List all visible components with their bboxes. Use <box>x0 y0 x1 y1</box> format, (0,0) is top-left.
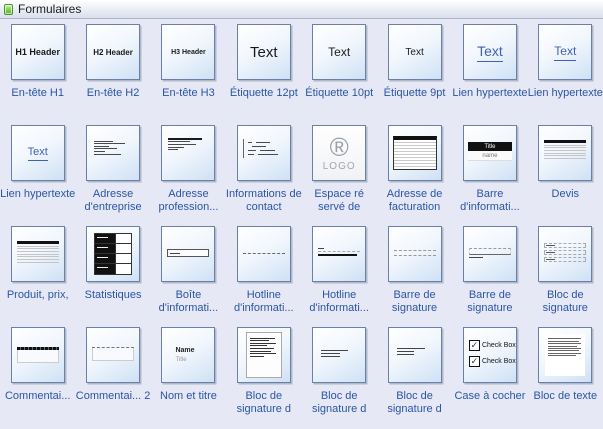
hyperlink-thumbnail: Text <box>463 24 517 80</box>
signature-text-thumbnail <box>388 327 442 383</box>
shape-item[interactable] <box>0 327 75 428</box>
header-text-thumbnail: H1 Header <box>11 24 65 80</box>
text-label-thumbnail: Text <box>237 24 291 80</box>
checkbox-thumbnail: ✓ Check Box ✓ Check Box <box>463 327 517 383</box>
checkmark-icon: ✓ <box>470 340 479 350</box>
shape-label: En-tête H1 <box>11 87 64 99</box>
shape-label: Bloc de texte <box>533 390 598 402</box>
shape-item[interactable] <box>75 24 150 125</box>
shape-label: Case à cocher <box>454 390 526 402</box>
shape-label: Étiquette 10pt <box>305 87 374 99</box>
shape-item[interactable] <box>75 226 150 327</box>
shape-label: Nom et titre <box>160 390 217 402</box>
shape-item[interactable] <box>377 226 452 327</box>
shape-item[interactable] <box>528 226 603 327</box>
shape-item[interactable] <box>377 24 452 125</box>
shape-label: Adresse d'entreprise <box>84 188 142 213</box>
shape-item[interactable] <box>151 226 226 327</box>
shape-item[interactable] <box>302 226 377 327</box>
shape-item[interactable] <box>226 125 301 226</box>
shape-label: Commentai... <box>4 390 71 402</box>
shape-label: Bloc de signature d <box>236 390 292 415</box>
shape-item[interactable] <box>75 125 150 226</box>
shape-item[interactable] <box>452 125 527 226</box>
header-text-thumbnail: H2 Header <box>86 24 140 80</box>
page-title: Formulaires <box>18 2 82 16</box>
panel-header <box>0 0 603 19</box>
shape-label: Espace ré servé de <box>314 188 364 213</box>
shape-label: Statistiques <box>84 289 142 301</box>
shape-item[interactable] <box>302 327 377 428</box>
info-box-thumbnail <box>161 226 215 282</box>
shape-item[interactable] <box>377 125 452 226</box>
statistics-table-thumbnail <box>86 226 140 282</box>
shape-label: Étiquette 9pt <box>383 87 446 99</box>
shape-item[interactable] <box>452 327 527 428</box>
shape-label: Adresse de facturation <box>386 188 443 213</box>
shape-label: Bloc de signature d <box>311 390 367 415</box>
ruled-lines-thumbnail <box>11 226 65 282</box>
shape-grid <box>0 19 603 428</box>
shape-label: Hotline d'informati... <box>309 289 369 314</box>
signature-line-thumbnail <box>388 226 442 282</box>
shape-label: Barre de signature <box>391 289 438 314</box>
header-text-thumbnail: H3 Header <box>161 24 215 80</box>
professional-address-thumbnail <box>161 125 215 181</box>
logo-placeholder-thumbnail: ® LOGO <box>312 125 366 181</box>
shape-item[interactable] <box>452 24 527 125</box>
shape-item[interactable] <box>0 125 75 226</box>
signature-block-thumbnail <box>538 226 592 282</box>
shape-item[interactable] <box>75 327 150 428</box>
billing-address-thumbnail <box>388 125 442 181</box>
shape-label: Barre de signature <box>467 289 513 314</box>
shape-item[interactable] <box>0 226 75 327</box>
shape-label: Commentai... 2 <box>75 390 151 402</box>
shape-item[interactable] <box>528 125 603 226</box>
info-bar-thumbnail: Title name <box>463 125 517 181</box>
company-address-thumbnail <box>86 125 140 181</box>
shape-item[interactable] <box>302 125 377 226</box>
shape-item[interactable] <box>226 24 301 125</box>
shape-item[interactable] <box>528 327 603 428</box>
signature-text-thumbnail <box>237 327 291 383</box>
text-label-thumbnail: Text <box>388 24 442 80</box>
shape-item[interactable] <box>0 24 75 125</box>
shape-item[interactable] <box>377 327 452 428</box>
shape-label: Lien hypertexte <box>0 188 76 200</box>
shape-item[interactable] <box>151 24 226 125</box>
hyperlink-thumbnail: Text <box>538 24 592 80</box>
shape-label: Bloc de signature <box>542 289 588 314</box>
shape-label: En-tête H2 <box>86 87 140 99</box>
shape-label: Devis <box>551 188 580 200</box>
signature-line-thumbnail <box>463 226 517 282</box>
shape-label: Hotline d'informati... <box>234 289 294 314</box>
shape-item[interactable] <box>151 125 226 226</box>
shape-label: Lien hypertexte <box>452 87 528 99</box>
shape-item[interactable] <box>226 327 301 428</box>
shape-item[interactable] <box>452 226 527 327</box>
contact-info-thumbnail <box>237 125 291 181</box>
shape-label: Boîte d'informati... <box>158 289 219 314</box>
shape-item[interactable] <box>302 24 377 125</box>
shape-label: Étiquette 12pt <box>229 87 298 99</box>
registered-logo-icon: ® <box>329 132 349 162</box>
name-title-thumbnail: Name Title <box>161 327 215 383</box>
shape-label: Informations de contact <box>225 188 302 213</box>
shape-label: En-tête H3 <box>162 87 215 99</box>
shape-label: Barre d'informati... <box>460 188 520 213</box>
shape-item[interactable] <box>151 327 226 428</box>
shape-label: Bloc de signature d <box>387 390 442 415</box>
checkmark-icon: ✓ <box>470 356 479 366</box>
shape-library-icon <box>4 4 13 15</box>
shape-item[interactable] <box>226 226 301 327</box>
comment-thumbnail <box>86 327 140 383</box>
dashed-line-thumbnail <box>237 226 291 282</box>
shape-label: Produit, prix, <box>6 289 69 301</box>
signature-text-thumbnail <box>312 327 366 383</box>
ruled-lines-thumbnail <box>538 125 592 181</box>
hotline-thumbnail <box>312 226 366 282</box>
shape-label: Lien hypertexte <box>527 87 603 99</box>
shape-label: Adresse profession... <box>158 188 219 213</box>
text-block-thumbnail <box>538 327 592 383</box>
comment-thumbnail <box>11 327 65 383</box>
shape-item[interactable] <box>528 24 603 125</box>
hyperlink-thumbnail: Text <box>11 125 65 181</box>
text-label-thumbnail: Text <box>312 24 366 80</box>
